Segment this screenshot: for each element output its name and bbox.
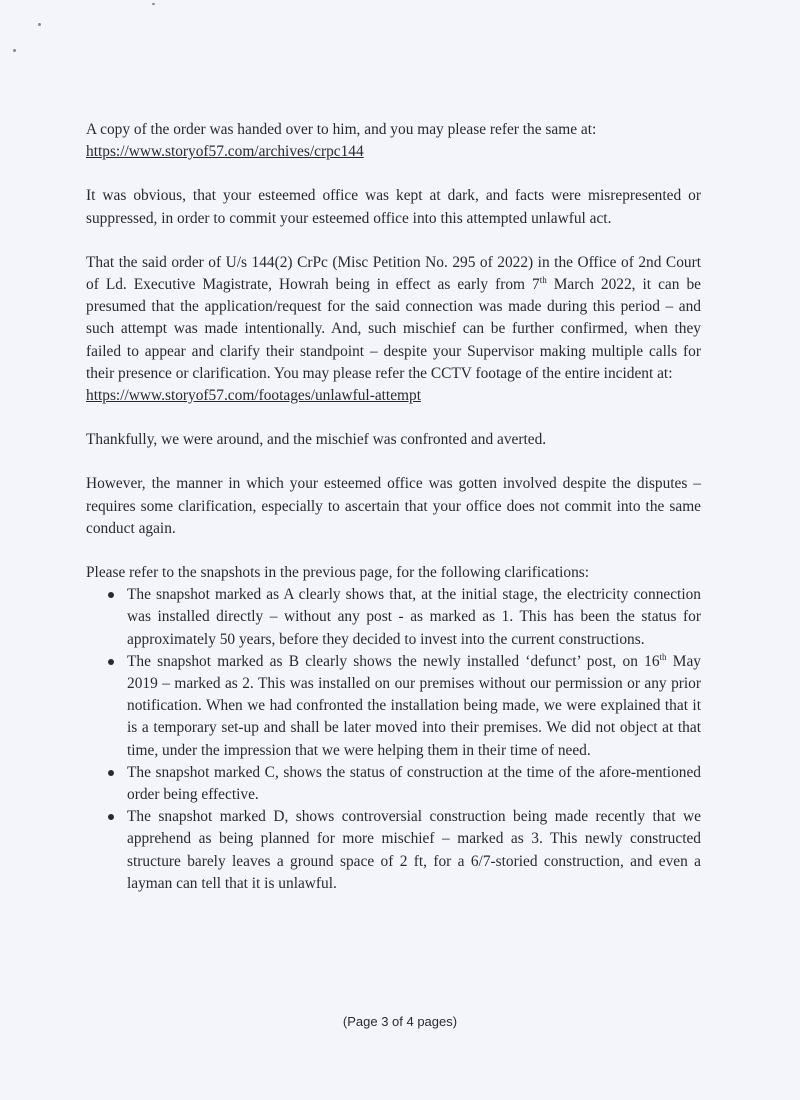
bullet-icon	[108, 814, 114, 820]
paragraph-kept-dark: It was obvious, that your esteemed office was kept at dark, and facts were misrepresented or suppressed, in order to commit your esteemed office into this attempted unlawful act.	[86, 187, 701, 227]
paragraph-order-copy	[86, 119, 701, 163]
list-item-text: May 2019 – marked as 2. This was installed on our premises without our permission or any prior notification. When we had confronted the installation being made, we were explained that it is a temporary set-up and shall be later moved into their premises. We did not object at that time, under the impression that we were helping them in their time of need.	[127, 652, 701, 759]
list-item-text: The snapshot marked as B clearly shows the newly installed ‘defunct’ post, on 16	[127, 652, 660, 670]
bullet-icon	[108, 592, 114, 598]
paragraph-clarification: However, the manner in which your esteemed office was gotten involved despite the disputes – requires some clarification, especially to ascertain that your office does not commit into the same conduct again.	[86, 475, 701, 537]
paragraph-order-details	[86, 252, 701, 407]
footage-link[interactable]: https://www.storyof57.com/footages/unlawful-attempt	[86, 387, 421, 405]
scan-speck	[38, 23, 41, 26]
list-item	[86, 806, 701, 895]
document-page	[86, 119, 701, 895]
page-footer: (Page 3 of 4 pages)	[342, 1014, 458, 1029]
list-item-text: The snapshot marked as A clearly shows that, at the initial stage, the electricity connection was installed directly – without any post - as marked as 1. This has been the status for approximately 50 years, before they decided to invest into the current constructions.	[127, 586, 701, 648]
ordinal-suffix: th	[659, 651, 667, 662]
list-item	[86, 762, 701, 806]
paragraph-averted: Thankfully, we were around, and the mischief was confronted and averted.	[86, 431, 547, 449]
scan-speck	[152, 3, 155, 5]
list-item-text: The snapshot marked C, shows the status of construction at the time of the afore-mentioned order being effective.	[127, 763, 701, 804]
archive-link[interactable]: https://www.storyof57.com/archives/crpc144	[86, 143, 364, 161]
bullet-icon	[108, 659, 114, 665]
list-item	[86, 651, 701, 762]
scan-speck	[13, 49, 16, 52]
list-item	[86, 584, 701, 651]
paragraph-text: That the said order of U/s 144(2) CrPc (Misc Petition No. 295 of 2022) in the Office of 2nd Court of Ld. Executive Magistrate, Howrah being in effect as early from 7	[86, 253, 701, 294]
list-item-text: The snapshot marked D, shows controversial construction being made recently that we apprehend as being planned for more mischief – marked as 3. This newly constructed structure barely leaves a ground space of 2 ft, for a 6/7-storied construction, and even a layman can tell that it is unlawful.	[127, 808, 701, 892]
paragraph-text: March 2022, it can be presumed that the application/request for the said connection was made during this period – and such attempt was made intentionally. And, such mischief can be further confirmed, when they failed to appear and clarify their standpoint – despite your Supervisor making multiple calls for their presence or clarification. You may please refer the CCTV footage of the entire incident at:	[86, 276, 701, 382]
ordinal-suffix: th	[539, 274, 547, 285]
paragraph-snapshots-intro: Please refer to the snapshots in the previous page, for the following clarifications:	[86, 564, 590, 582]
clarification-list	[86, 584, 701, 895]
paragraph-text: A copy of the order was handed over to him, and you may please refer the same at:	[86, 121, 597, 138]
bullet-icon	[108, 770, 114, 776]
